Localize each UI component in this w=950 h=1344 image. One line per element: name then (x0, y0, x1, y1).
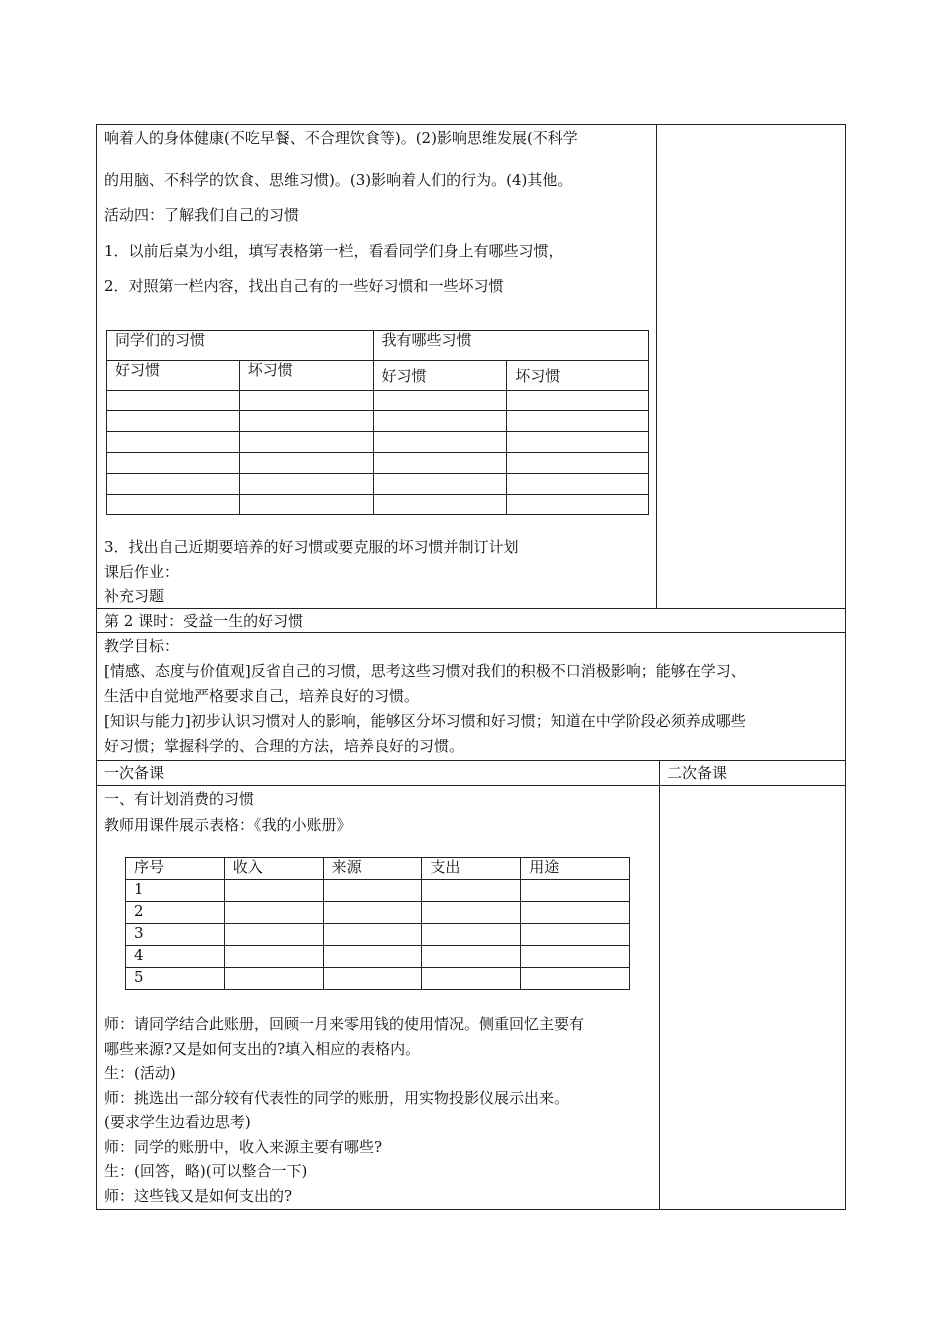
dialogue-line-8: 师：这些钱又是如何支出的? (104, 1187, 293, 1205)
ledger-row (126, 946, 630, 968)
habit-row (107, 453, 649, 474)
ledger-row (126, 902, 630, 924)
dialogue-line-5: (要求学生边看边思考) (104, 1113, 251, 1131)
habit-group-mine: 我有哪些习惯 (373, 331, 649, 361)
goals-line-4: 好习惯；掌握科学的、合理的方法，培养良好的习惯。 (104, 737, 465, 755)
ledger-row-index: 5 (126, 968, 225, 990)
habit-group-classmates: 同学们的习惯 (107, 331, 374, 361)
dialogue-line-2: 哪些来源?又是如何支出的?填入相应的表格内。 (104, 1040, 421, 1058)
rule-lesson2-title-bottom (96, 632, 846, 633)
col-header-secondary: 二次备课 (667, 764, 728, 782)
dialogue-line-4: 师：挑选出一部分较有代表性的同学的账册，用实物投影仪展示出来。 (104, 1089, 570, 1107)
ledger-row-index: 4 (126, 946, 225, 968)
habit-col-bad: 坏习惯 (239, 361, 373, 391)
homework-label: 课后作业： (104, 563, 180, 581)
goals-heading: 教学目标： (104, 637, 180, 655)
habit-col-good: 好习惯 (373, 361, 507, 391)
dialogue-line-3: 生：(活动) (104, 1064, 176, 1082)
dialogue-line-6: 师：同学的账册中，收入来源主要有哪些? (104, 1138, 383, 1156)
habit-col-good: 好习惯 (107, 361, 240, 391)
section1-line-2: 的用脑、不科学的饮食、思维习惯)。(3)影响着人们的行为。(4)其他。 (104, 171, 573, 189)
upper-column-divider (656, 124, 657, 608)
goals-line-1: [情感、态度与价值观]反省自己的习惯，思考这些习惯对我们的积极不口消极影响；能够在学习、 (104, 662, 746, 680)
habit-row (107, 391, 649, 411)
ledger-col-expense: 支出 (422, 858, 521, 880)
ledger-row (126, 924, 630, 946)
rule-goals-bottom (96, 760, 846, 761)
ledger-col-income: 收入 (224, 858, 323, 880)
rule-lesson2-top (96, 608, 846, 609)
section2-intro: 教师用课件展示表格：《我的小账册》 (104, 816, 352, 834)
habit-row (107, 432, 649, 453)
rule-col-headers-bottom (96, 785, 846, 786)
section1-step-2: 2．对照第一栏内容，找出自己有的一些好习惯和一些坏习惯 (104, 277, 504, 295)
lesson2-title: 第 2 课时：受益一生的好习惯 (104, 612, 304, 630)
ledger-row-index: 2 (126, 902, 225, 924)
homework-item: 补充习题 (104, 587, 165, 605)
section1-step-3: 3．找出自己近期要培养的好习惯或要克服的坏习惯并制订计划 (104, 538, 519, 556)
section1-step-1: 1．以前后桌为小组，填写表格第一栏，看看同学们身上有哪些习惯， (104, 242, 564, 260)
ledger-table (125, 857, 630, 990)
section2-heading: 一、有计划消费的习惯 (104, 790, 255, 808)
ledger-col-source: 来源 (323, 858, 422, 880)
col-header-primary: 一次备课 (104, 764, 165, 782)
dialogue-line-7: 生：(回答，略)(可以整合一下) (104, 1162, 308, 1180)
habit-row (107, 495, 649, 515)
ledger-col-usage: 用途 (521, 858, 630, 880)
ledger-row (126, 880, 630, 902)
ledger-row-index: 1 (126, 880, 225, 902)
ledger-row (126, 968, 630, 990)
goals-line-2: 生活中自觉地严格要求自己，培养良好的习惯。 (104, 687, 420, 705)
section1-line-1: 响着人的身体健康(不吃早餐、不合理饮食等)。(2)影响思维发展(不科学 (104, 129, 578, 147)
habit-col-bad: 坏习惯 (507, 361, 649, 391)
dialogue-line-1: 师：请同学结合此账册，回顾一月来零用钱的使用情况。侧重回忆主要有 (104, 1015, 585, 1033)
ledger-row-index: 3 (126, 924, 225, 946)
activity-four-heading: 活动四：了解我们自己的习惯 (104, 206, 300, 224)
habit-row (107, 411, 649, 432)
goals-line-3: [知识与能力]初步认识习惯对人的影响，能够区分坏习惯和好习惯；知道在中学阶段必须养成哪些 (104, 712, 746, 730)
habit-row (107, 474, 649, 495)
habit-table (106, 330, 649, 515)
lower-column-divider (659, 760, 660, 1210)
ledger-col-index: 序号 (126, 858, 225, 880)
